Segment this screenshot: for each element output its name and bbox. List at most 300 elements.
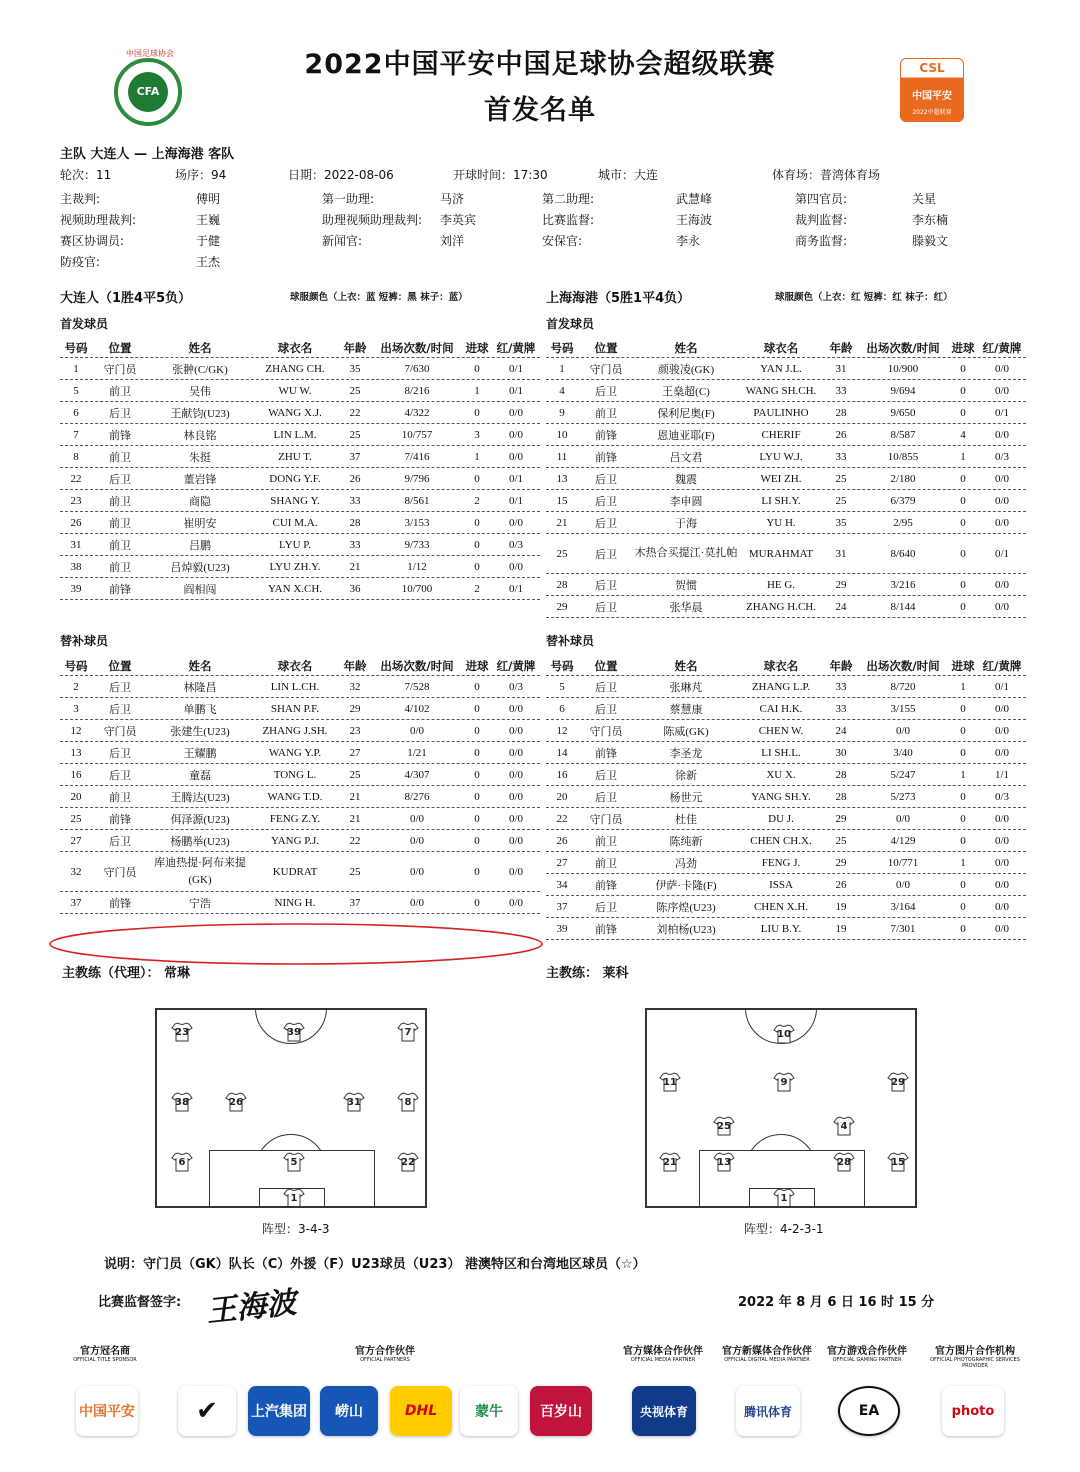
cell-name: 杜佳 (675, 813, 697, 826)
shirt-number: 1 (780, 1193, 788, 1204)
cell-shirt-name: KUDRAT (272, 865, 318, 878)
cell-cards: 0/0 (994, 362, 1010, 375)
cell-goals: 0 (474, 812, 480, 825)
cell-age: 28 (835, 768, 847, 781)
sponsor-category-en: OFFICIAL PARTNERS (360, 1357, 410, 1363)
cell-cards: 0/0 (508, 702, 524, 715)
cell-number: 39 (556, 922, 568, 935)
cell-cards: 0/0 (994, 922, 1010, 935)
table-row (60, 424, 540, 446)
sponsor-category (920, 1342, 1030, 1369)
player-shirt (283, 1022, 305, 1042)
table-row (60, 380, 540, 402)
column-header-number: 号码 (550, 658, 574, 673)
player-shirt (283, 1152, 305, 1172)
cell-name: 吕文君 (669, 451, 703, 464)
official-value: 武慧峰 (676, 192, 713, 206)
cell-age: 29 (835, 812, 847, 825)
cell-number: 25 (70, 812, 82, 825)
cell-appearances: 9/796 (404, 472, 430, 485)
cell-number: 4 (559, 384, 565, 397)
cell-appearances: 4/102 (404, 702, 430, 715)
cell-position: 前卫 (595, 407, 617, 420)
player-shirt (397, 1152, 419, 1172)
cell-shirt-name: ISSA (769, 878, 793, 891)
cell-cards: 0/0 (994, 878, 1010, 891)
cell-age: 27 (349, 746, 361, 759)
cell-goals: 0 (474, 362, 480, 375)
column-header-shirt-name: 球衣名 (277, 658, 313, 673)
cell-shirt-name: WU W. (278, 384, 312, 397)
cell-appearances: 1/21 (407, 746, 427, 759)
cell-cards: 0/0 (994, 856, 1010, 869)
cell-shirt-name: DONG Y.F. (269, 472, 321, 485)
player-shirt (773, 1072, 795, 1092)
cell-goals: 1 (474, 450, 480, 463)
cell-appearances: 7/528 (404, 680, 430, 693)
official-label: 赛区协调员: (60, 234, 125, 248)
official-label: 第二助理: (542, 192, 595, 206)
cell-position: 前锋 (595, 923, 617, 936)
cell-position: 后卫 (109, 835, 131, 848)
cell-name: 吕焯毅(U23) (170, 561, 230, 574)
player-shirt (283, 1188, 305, 1208)
shirt-number: 1 (290, 1193, 298, 1204)
cell-name: 张琳芃 (669, 681, 703, 694)
cell-goals: 0 (474, 472, 480, 485)
table-row (60, 446, 540, 468)
cell-name: 杨世元 (669, 791, 703, 804)
cell-goals: 0 (474, 865, 480, 878)
cell-goals: 0 (960, 812, 966, 825)
player-shirt (659, 1072, 681, 1092)
table-row (60, 402, 540, 424)
cell-age: 32 (349, 680, 361, 693)
table-row (546, 764, 1026, 786)
cell-goals: 0 (474, 680, 480, 693)
cell-goals: 0 (960, 578, 966, 591)
cell-cards: 0/0 (508, 865, 524, 878)
cell-number: 27 (556, 856, 568, 869)
table-row (546, 596, 1026, 618)
cell-name: 蔡慧康 (669, 703, 703, 716)
away-subs-table (546, 656, 1026, 940)
cell-name: 张华晨 (669, 601, 703, 614)
cell-position: 前卫 (109, 561, 131, 574)
cell-shirt-name: YU H. (766, 516, 796, 529)
cell-number: 22 (556, 812, 568, 825)
cell-shirt-name: ZHANG J.SH. (262, 724, 328, 737)
player-shirt (225, 1092, 247, 1112)
cell-cards: 0/1 (994, 547, 1010, 560)
cell-position: 前卫 (109, 539, 131, 552)
cell-shirt-name: LYU W.J. (759, 450, 803, 463)
shirt-number: 7 (404, 1027, 412, 1038)
cell-age: 37 (349, 896, 361, 909)
player-shirt (171, 1022, 193, 1042)
cell-name: 阎相闯 (183, 583, 217, 596)
cell-position: 后卫 (595, 791, 617, 804)
signature: 王海波 (204, 1285, 298, 1330)
player-shirt (887, 1152, 909, 1172)
cell-position: 后卫 (595, 703, 617, 716)
cell-shirt-name: YAN J.L. (760, 362, 802, 375)
official-label: 视频助理裁判: (60, 213, 137, 227)
official-value: 傅明 (196, 192, 221, 206)
cell-age: 31 (835, 547, 847, 560)
page-title: 2022中国平安中国足球协会超级联赛 (304, 49, 776, 80)
cell-position: 前锋 (109, 897, 131, 910)
cell-age: 19 (835, 922, 847, 935)
cell-number: 16 (70, 768, 82, 781)
cell-age: 21 (349, 560, 361, 573)
cell-goals: 0 (474, 746, 480, 759)
cell-number: 26 (556, 834, 568, 847)
cell-shirt-name: CUI M.A. (272, 516, 318, 529)
cell-cards: 0/0 (994, 834, 1010, 847)
cell-appearances: 10/757 (401, 428, 433, 441)
column-header-shirt-name: 球衣名 (763, 658, 799, 673)
cell-goals: 0 (960, 702, 966, 715)
sponsor-category (722, 1342, 812, 1363)
home-subs-table (60, 656, 540, 914)
sponsor-category-en: OFFICIAL GAMING PARTNER (832, 1357, 902, 1363)
column-header-shirt-name: 球衣名 (763, 340, 799, 355)
shirt-number: 6 (178, 1157, 186, 1168)
player-shirt (713, 1116, 735, 1136)
cell-cards: 0/0 (994, 900, 1010, 913)
cell-goals: 3 (474, 428, 480, 441)
cell-shirt-name: SHAN P.F. (270, 702, 320, 715)
cell-number: 31 (70, 538, 82, 551)
cell-position: 守门员 (103, 866, 137, 879)
sponsor-category-cn: 官方新媒体合作伙伴 (722, 1346, 812, 1357)
cell-name: 朱挺 (189, 451, 211, 464)
column-header-name: 姓名 (188, 340, 212, 355)
cell-cards: 0/1 (994, 680, 1010, 693)
cell-position: 守门员 (103, 363, 137, 376)
cell-age: 25 (835, 472, 847, 485)
home-starters-label: 首发球员 (60, 317, 109, 331)
cell-cards: 0/0 (508, 428, 524, 441)
cell-shirt-name: HE G. (766, 578, 796, 591)
cell-cards: 1/1 (994, 768, 1010, 781)
away-starters-label: 首发球员 (546, 317, 595, 331)
cell-goals: 0 (960, 878, 966, 891)
shirt-number: 28 (837, 1157, 851, 1168)
column-header-name: 姓名 (188, 658, 212, 673)
cell-shirt-name: SHANG Y. (270, 494, 320, 507)
cell-appearances: 5/273 (890, 790, 916, 803)
cell-goals: 0 (960, 384, 966, 397)
cell-age: 29 (835, 856, 847, 869)
cell-number: 39 (70, 582, 82, 595)
shirt-number: 38 (175, 1097, 189, 1108)
cell-appearances: 0/0 (895, 812, 911, 825)
column-header-age: 年龄 (829, 340, 853, 355)
player-shirt (713, 1152, 735, 1172)
table-row (60, 830, 540, 852)
player-shirt (171, 1152, 193, 1172)
cell-appearances: 2/180 (890, 472, 916, 485)
official-label: 第一助理: (322, 192, 375, 206)
cell-number: 3 (73, 702, 79, 715)
table-row (60, 512, 540, 534)
column-header-goals: 进球 (465, 658, 489, 673)
cell-number: 27 (70, 834, 82, 847)
cell-cards: 0/1 (508, 582, 524, 595)
shirt-number: 31 (347, 1097, 361, 1108)
sponsor-logo: 央视体育 (632, 1386, 696, 1436)
player-shirt (659, 1152, 681, 1172)
sponsor-category-en: OFFICIAL MEDIA PARTNER (630, 1357, 696, 1363)
cell-age: 28 (835, 790, 847, 803)
cell-number: 1 (559, 362, 565, 375)
page-subtitle: 首发名单 (484, 95, 596, 126)
home-formation: 阵型：3-4-3 (262, 1222, 330, 1236)
cell-age: 26 (349, 472, 361, 485)
cell-age: 26 (835, 878, 847, 891)
cell-goals: 2 (474, 582, 480, 595)
cell-number: 5 (559, 680, 565, 693)
table-row (60, 468, 540, 490)
cell-goals: 0 (960, 922, 966, 935)
cell-shirt-name: DU J. (768, 812, 794, 825)
player-shirt (773, 1024, 795, 1044)
cell-cards: 0/0 (994, 494, 1010, 507)
cell-position: 后卫 (109, 703, 131, 716)
cell-age: 33 (835, 680, 847, 693)
official-label: 第四官员: (795, 192, 848, 206)
cell-number: 13 (70, 746, 82, 759)
cell-name: 刘柏杨(U23) (656, 923, 716, 936)
cell-shirt-name: XU X. (766, 768, 796, 781)
table-row (546, 720, 1026, 742)
teams-line: 主队 大连人 — 上海海港 客队 (60, 147, 235, 162)
cell-number: 26 (70, 516, 82, 529)
cell-cards: 0/0 (994, 472, 1010, 485)
cell-goals: 1 (960, 680, 966, 693)
cell-goals: 0 (474, 516, 480, 529)
table-row (546, 402, 1026, 424)
home-formation-pitch (155, 1008, 427, 1208)
away-subs-label: 替补球员 (546, 634, 595, 648)
official-label: 比赛监督: (542, 213, 595, 227)
cell-cards: 0/0 (994, 600, 1010, 613)
cell-name: 库迪热提·阿布来提(GK) (154, 856, 246, 886)
away-formation-pitch (645, 1008, 917, 1208)
column-header-appearances: 出场次数/时间 (380, 658, 454, 673)
cell-appearances: 8/561 (404, 494, 430, 507)
cell-position: 守门员 (589, 363, 623, 376)
cell-number: 12 (556, 724, 568, 737)
table-row (60, 556, 540, 578)
cell-age: 24 (835, 724, 847, 737)
player-shirt (343, 1092, 365, 1112)
cell-appearances: 4/322 (404, 406, 430, 419)
cell-shirt-name: ZHANG CH. (265, 362, 325, 375)
home-subs-label: 替补球员 (60, 634, 109, 648)
cell-shirt-name: CAI H.K. (759, 702, 803, 715)
cell-name: 张翀(C/GK) (172, 363, 228, 376)
table-header (60, 656, 540, 676)
cell-cards: 0/0 (994, 516, 1010, 529)
cell-number: 21 (556, 516, 568, 529)
cell-goals: 0 (960, 472, 966, 485)
cell-appearances: 2/95 (893, 516, 913, 529)
cell-shirt-name: LYU P. (279, 538, 311, 551)
cell-position: 前锋 (595, 451, 617, 464)
cell-shirt-name: CHEN X.H. (753, 900, 809, 913)
sponsor-category (618, 1342, 708, 1363)
cell-shirt-name: WANG Y.P. (268, 746, 322, 759)
cell-appearances: 7/301 (890, 922, 916, 935)
cell-appearances: 3/216 (890, 578, 916, 591)
cell-age: 35 (349, 362, 361, 375)
cell-number: 7 (73, 428, 79, 441)
sponsor-category-cn: 官方合作伙伴 (355, 1346, 415, 1357)
column-header-number: 号码 (64, 658, 88, 673)
cell-name: 王燊超(C) (662, 385, 710, 398)
table-row (546, 490, 1026, 512)
cell-goals: 1 (960, 856, 966, 869)
cell-position: 后卫 (595, 579, 617, 592)
cell-position: 前卫 (109, 495, 131, 508)
column-header-age: 年龄 (829, 658, 853, 673)
cell-age: 31 (835, 362, 847, 375)
cell-name: 陈威(GK) (663, 725, 709, 738)
column-header-number: 号码 (550, 340, 574, 355)
cell-age: 26 (835, 428, 847, 441)
cell-cards: 0/0 (508, 834, 524, 847)
cell-position: 前锋 (109, 813, 131, 826)
cell-position: 前卫 (109, 517, 131, 530)
cell-name: 恩迪亚耶(F) (657, 429, 715, 442)
match-date: 日期：2022-08-06 (288, 168, 394, 182)
cell-appearances: 8/144 (890, 600, 916, 613)
cell-cards: 0/0 (508, 724, 524, 737)
cell-shirt-name: CHERIF (761, 428, 801, 441)
cell-name: 王耀鹏 (183, 747, 217, 760)
shirt-number: 10 (777, 1029, 791, 1040)
cell-appearances: 8/276 (404, 790, 430, 803)
player-shirt (773, 1188, 795, 1208)
cell-position: 前锋 (595, 747, 617, 760)
table-header (546, 656, 1026, 676)
shirt-number: 4 (840, 1121, 848, 1132)
column-header-appearances: 出场次数/时间 (866, 658, 940, 673)
cell-shirt-name: TONG L. (273, 768, 317, 781)
cell-name: 徐新 (675, 769, 697, 782)
column-header-cards: 红/黄牌 (982, 658, 1022, 673)
cell-age: 23 (349, 724, 361, 737)
cell-age: 28 (349, 516, 361, 529)
sponsor-logo: ✔ (178, 1386, 236, 1436)
cell-age: 29 (835, 578, 847, 591)
cell-appearances: 8/587 (890, 428, 916, 441)
cell-number: 14 (556, 746, 568, 759)
cell-position: 前卫 (109, 385, 131, 398)
csl-logo (900, 58, 964, 122)
cell-number: 22 (70, 472, 82, 485)
table-row (60, 720, 540, 742)
csl-logo-bot: 2022中超联赛 (912, 109, 952, 116)
sponsor-category-cn: 官方媒体合作伙伴 (623, 1346, 703, 1357)
cell-cards: 0/0 (994, 578, 1010, 591)
cell-goals: 0 (474, 790, 480, 803)
cell-goals: 2 (474, 494, 480, 507)
cell-number: 9 (559, 406, 565, 419)
cell-age: 25 (349, 428, 361, 441)
cell-cards: 0/0 (994, 702, 1010, 715)
sponsor-category (340, 1342, 430, 1363)
cell-goals: 1 (960, 450, 966, 463)
cell-appearances: 5/247 (890, 768, 916, 781)
column-header-cards: 红/黄牌 (982, 340, 1022, 355)
cell-age: 25 (835, 494, 847, 507)
cell-shirt-name: LIN L.M. (273, 428, 317, 441)
cell-appearances: 1/12 (407, 560, 427, 573)
cfa-ring-text: 中国足球协会 (126, 49, 174, 58)
cell-shirt-name: YAN X.CH. (267, 582, 323, 595)
table-row (546, 742, 1026, 764)
column-header-position: 位置 (108, 340, 132, 355)
official-value: 马济 (440, 192, 465, 206)
cell-shirt-name: MURAHMAT (748, 547, 814, 560)
cell-shirt-name: LI SH.L. (761, 746, 801, 759)
cell-goals: 0 (960, 516, 966, 529)
table-row (60, 490, 540, 512)
cell-appearances: 8/720 (890, 680, 916, 693)
column-header-name: 姓名 (674, 340, 698, 355)
official-value: 李英宾 (440, 213, 477, 227)
cell-position: 后卫 (595, 473, 617, 486)
sponsor-logo: DHL (390, 1386, 452, 1436)
sponsor-logo: 中国平安 (76, 1386, 138, 1436)
cell-cards: 0/1 (508, 494, 524, 507)
cell-cards: 0/0 (994, 812, 1010, 825)
cell-appearances: 3/153 (404, 516, 430, 529)
cell-name: 陈序煌(U23) (656, 901, 716, 914)
player-shirt (397, 1092, 419, 1112)
cell-age: 30 (835, 746, 847, 759)
table-row (546, 698, 1026, 720)
table-row (546, 896, 1026, 918)
official-value: 王海波 (676, 213, 713, 227)
cell-position: 守门员 (589, 813, 623, 826)
cell-age: 19 (835, 900, 847, 913)
table-row (60, 676, 540, 698)
cell-position: 后卫 (595, 517, 617, 530)
column-header-position: 位置 (594, 658, 618, 673)
cell-position: 守门员 (103, 725, 137, 738)
cell-position: 前锋 (595, 879, 617, 892)
column-header-position: 位置 (108, 658, 132, 673)
cell-name: 林隆昌 (183, 681, 217, 694)
cell-name: 李圣龙 (669, 747, 703, 760)
cell-name: 保利尼奥(F) (657, 407, 715, 420)
cell-number: 23 (70, 494, 82, 507)
cell-cards: 0/1 (508, 384, 524, 397)
legend: 说明：守门员（GK）队长（C）外援（F）U23球员（U23） 港澳特区和台湾地区球员（☆） (104, 1257, 646, 1272)
cell-shirt-name: WANG T.D. (267, 790, 323, 803)
table-row (60, 578, 540, 600)
home-kit-colors: 球服颜色（上衣：蓝 短裤：黑 袜子：蓝） (290, 292, 468, 303)
cell-cards: 0/1 (508, 362, 524, 375)
column-header-age: 年龄 (343, 658, 367, 673)
cell-number: 11 (556, 450, 568, 463)
away-starters-table (546, 338, 1026, 618)
